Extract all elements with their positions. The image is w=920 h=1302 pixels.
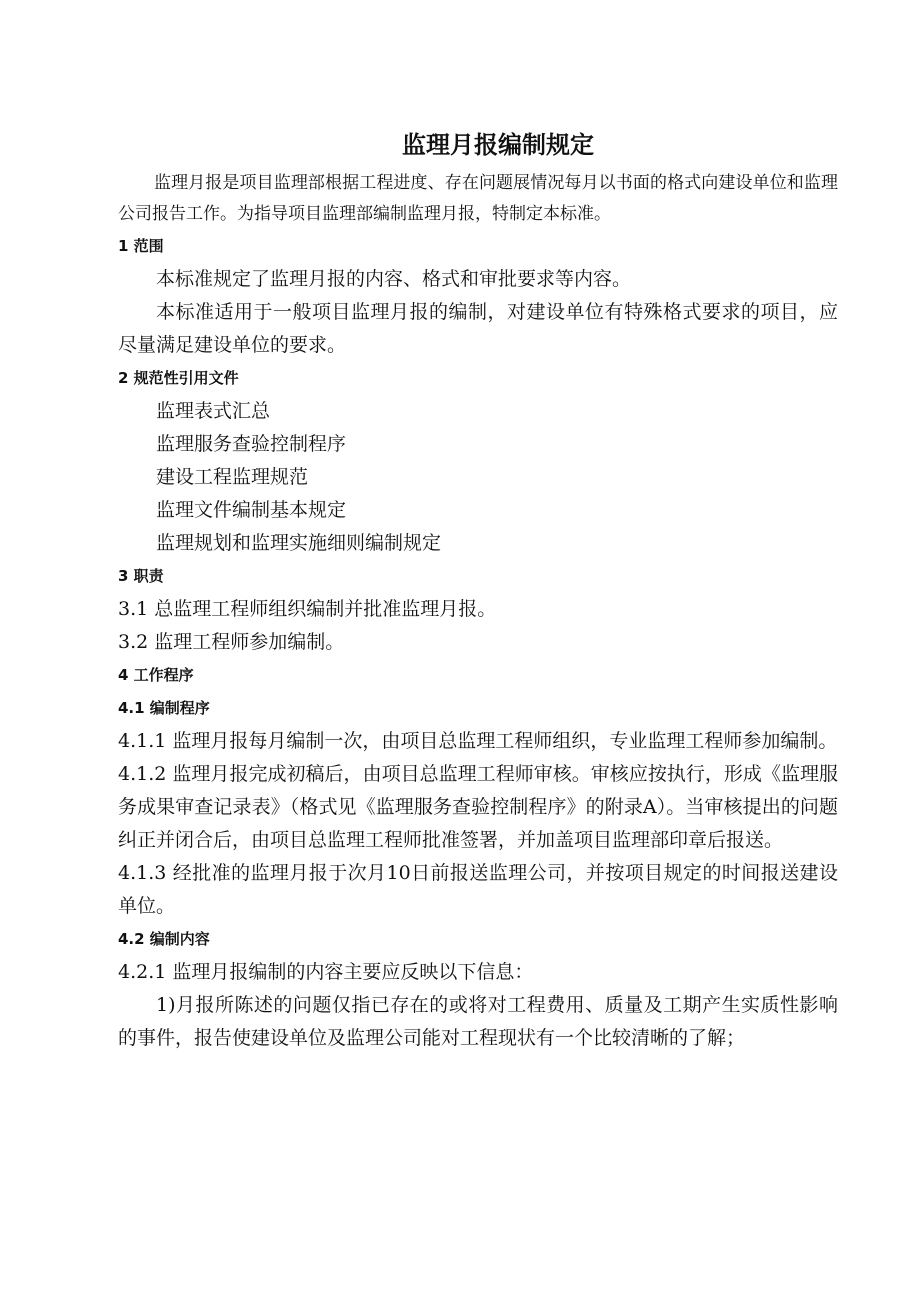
reference-item: 建设工程监理规范 [156, 466, 309, 488]
section-4-1-heading: 4.1 编制程序 [118, 699, 210, 717]
section-1-heading: 1 范围 [118, 237, 164, 255]
section-4-1-3-paragraph: 4.1.3 经批准的监理月报于次月10日前报送监理公司，并按项目规定的时间报送建设单位。 [118, 862, 838, 917]
intro-paragraph: 监理月报是项目监理部根据工程进度、存在问题展情况每月以书面的格式向建设单位和监理公司报告工作。为指导项目监理部编制监理月报，特制定本标准。 [118, 173, 838, 224]
reference-item: 监理文件编制基本规定 [156, 499, 347, 521]
section-3-heading: 3 职责 [118, 567, 164, 585]
section-4-2-heading: 4.2 编制内容 [118, 930, 210, 948]
reference-item: 监理服务查验控制程序 [156, 433, 347, 455]
reference-item: 监理规划和监理实施细则编制规定 [156, 532, 442, 554]
section-4-heading: 4 工作程序 [118, 666, 194, 684]
section-4-1-1-paragraph: 4.1.1 监理月报每月编制一次，由项目总监理工程师组织，专业监理工程师参加编制。 [118, 730, 838, 752]
document-title: 监理月报编制规定 [402, 131, 594, 159]
reference-item: 监理表式汇总 [156, 400, 271, 422]
section-4-2-1-paragraph: 4.2.1 监理月报编制的内容主要应反映以下信息： [118, 961, 534, 983]
section-4-1-2-paragraph: 4.1.2 监理月报完成初稿后，由项目总监理工程师审核。审核应按执行，形成《监理服务成果审查记录表》（格式见《监理服务查验控制程序》的附录A）。当审核提出的问题纠正并闭合后，由项目总监理工程师批准签署，并加盖项目监理部印章后报送。 [118, 763, 838, 851]
section-1-paragraph-1: 本标准规定了监理月报的内容、格式和审批要求等内容。 [156, 268, 632, 290]
section-3-2-paragraph: 3.2 监理工程师参加编制。 [118, 631, 345, 653]
section-3-1-paragraph: 3.1 总监理工程师组织编制并批准监理月报。 [118, 598, 497, 620]
content-item-1: 1)月报所陈述的问题仅指已存在的或将对工程费用、质量及工期产生实质性影响的事件，报告使建设单位及监理公司能对工程现状有一个比较清晰的了解； [118, 994, 838, 1049]
section-1-paragraph-2: 本标准适用于一般项目监理月报的编制，对建设单位有特殊格式要求的项目，应尽量满足建设单位的要求。 [118, 301, 838, 356]
section-2-heading: 2 规范性引用文件 [118, 369, 239, 387]
document-page [118, 126, 838, 1055]
